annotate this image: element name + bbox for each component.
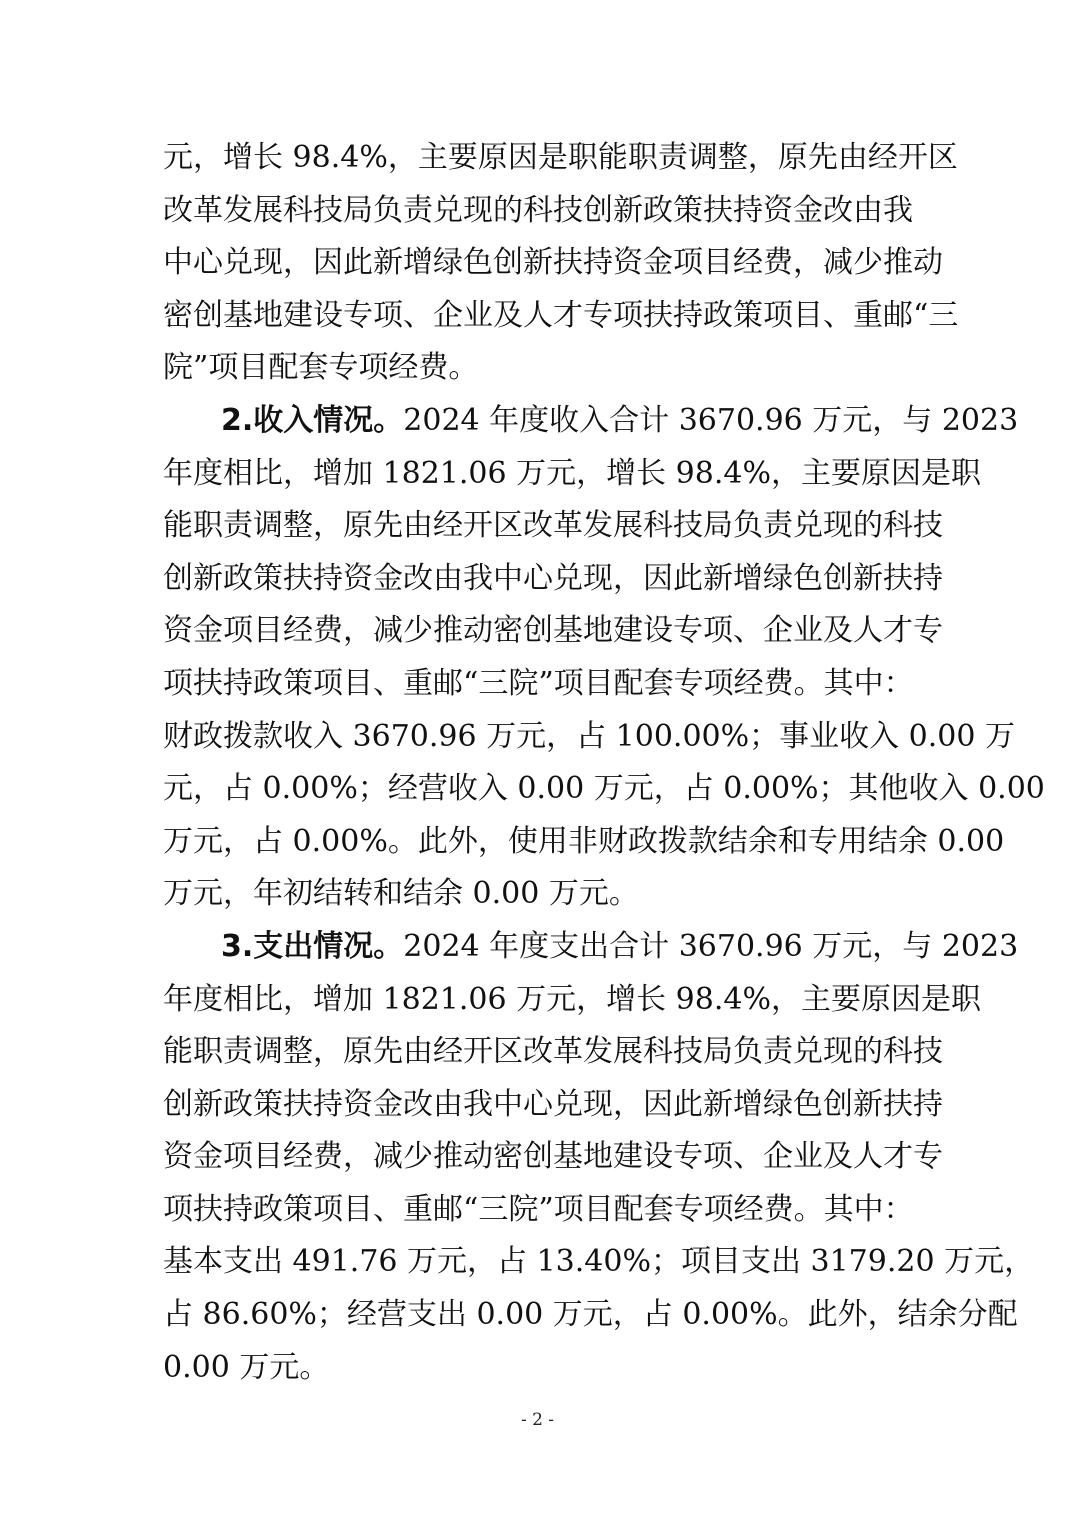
text-span: 2024 年度支出合计 3670.96 万元，与 2023 (403, 928, 1019, 964)
page-number: - 2 - (520, 1410, 555, 1430)
text-line: 资金项目经费，减少推动密创基地建设专项、企业及人才专 (163, 1139, 943, 1175)
text-span: 2024 年度收入合计 3670.96 万元，与 2023 (403, 402, 1019, 438)
text-line: 院”项目配套专项经费。 (163, 350, 479, 386)
text-line: 万元，占 0.00%。此外，使用非财政拨款结余和专用结余 0.00 (163, 823, 1005, 859)
text-line: 项扶持政策项目、重邮“三院”项目配套专项经费。其中： (163, 665, 914, 701)
text-line: 改革发展科技局负责兑现的科技创新政策扶持资金改由我 (163, 192, 913, 228)
text-line: 创新政策扶持资金改由我中心兑现，因此新增绿色创新扶持 (163, 560, 943, 596)
text-line: 项扶持政策项目、重邮“三院”项目配套专项经费。其中： (163, 1191, 914, 1227)
text-line: 资金项目经费，减少推动密创基地建设专项、企业及人才专 (163, 613, 943, 649)
paragraph-income (163, 395, 1045, 921)
section-heading-expenditure: 3.支出情况。 (221, 928, 404, 964)
document-body (163, 132, 1045, 1394)
text-line: 年度相比，增加 1821.06 万元，增长 98.4%，主要原因是职 (163, 455, 981, 491)
text-line (163, 921, 1019, 974)
text-line: 占 86.60%；经营支出 0.00 万元，占 0.00%。此外，结余分配 (163, 1297, 1018, 1333)
text-line: 元，增长 98.4%，主要原因是职能职责调整，原先由经开区 (163, 140, 958, 175)
text-line: 元，占 0.00%；经营收入 0.00 万元，占 0.00%；其他收入 0.00 (163, 771, 1045, 807)
paragraph-1 (163, 132, 959, 395)
text-line (163, 395, 1019, 448)
text-line: 万元，年初结转和结余 0.00 万元。 (163, 876, 639, 912)
text-line: 基本支出 491.76 万元，占 13.40%；项目支出 3179.20 万元， (163, 1244, 1035, 1280)
text-line: 能职责调整，原先由经开区改革发展科技局负责兑现的科技 (163, 1034, 943, 1070)
text-line: 创新政策扶持资金改由我中心兑现，因此新增绿色创新扶持 (163, 1086, 943, 1122)
text-line: 年度相比，增加 1821.06 万元，增长 98.4%，主要原因是职 (163, 981, 981, 1017)
text-line: 中心兑现，因此新增绿色创新扶持资金项目经费，减少推动 (163, 245, 943, 281)
section-heading-income: 2.收入情况。 (221, 402, 404, 438)
paragraph-expenditure (163, 921, 1035, 1394)
text-line: 密创基地建设专项、企业及人才专项扶持政策项目、重邮“三 (163, 297, 959, 333)
text-line: 财政拨款收入 3670.96 万元，占 100.00%；事业收入 0.00 万 (163, 718, 1016, 754)
text-line: 0.00 万元。 (163, 1349, 330, 1385)
text-line: 能职责调整，原先由经开区改革发展科技局负责兑现的科技 (163, 508, 943, 544)
